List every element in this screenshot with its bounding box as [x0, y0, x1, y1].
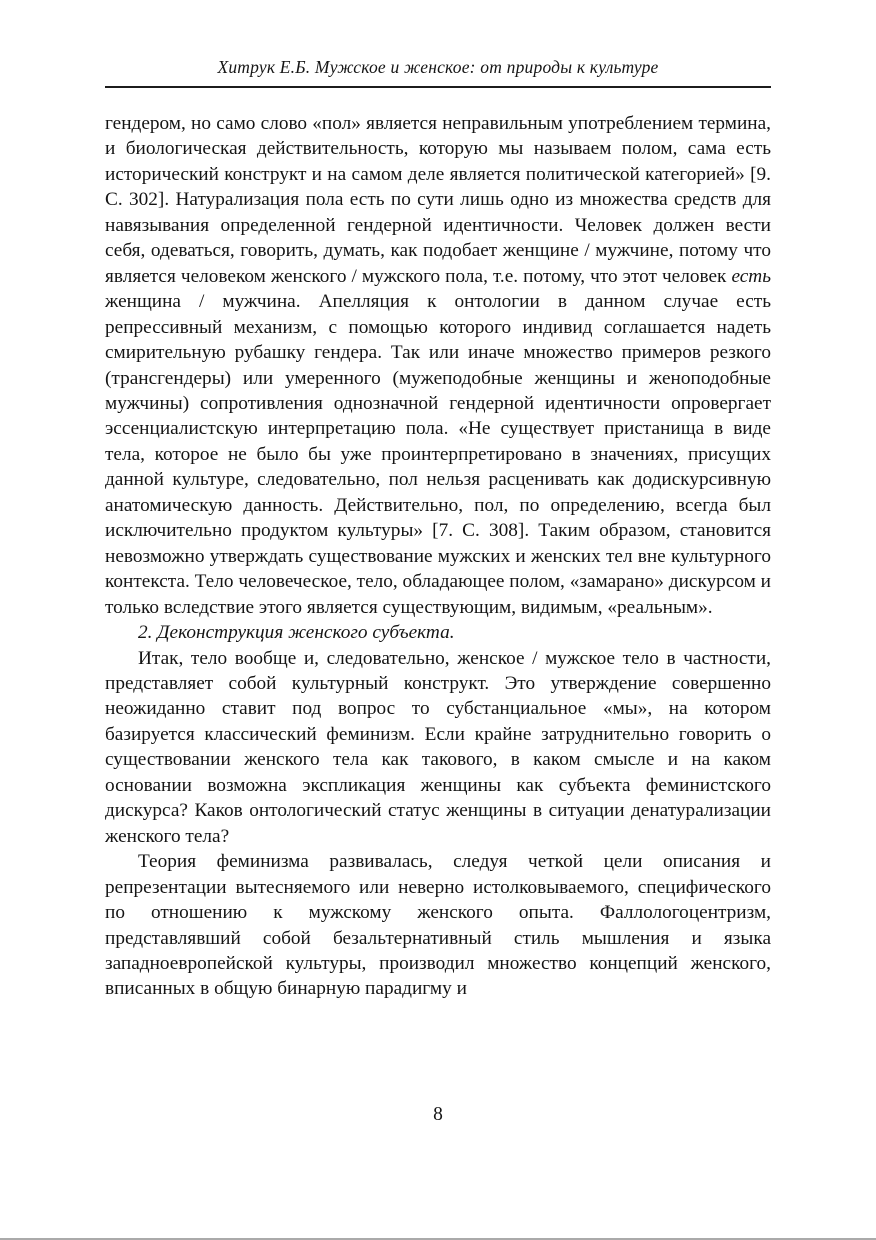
running-header: Хитрук Е.Б. Мужское и женское: от природы к культуре: [217, 57, 659, 77]
paragraph-text-segment: женщина / мужчина. Апелляция к онтологии в данном случае есть репрессивный механизм, с помощью которого индивид соглашается надеть смирительную рубашку гендера. Так или иначе множество примеров резкого (трансгендеры) или умеренного (мужеподобные женщины и женоподобные мужчины) сопротивления однозначной гендерной идентичности опровергает эссенциалистскую интерпретацию пола. «Не существует пристанища в виде тела, которое не было бы уже проинтерпретировано в значениях, присущих данной культуре, следовательно, пол нельзя расценивать как додискурсивную анатомическую данность. Действительно, пол, по определению, всегда был исключительно продуктом культуры» [7. С. 308]. Таким образом, становится невозможно утверждать существование мужских и женских тел вне культурного контекста. Тело человеческое, тело, обладающее полом, «замарано» дискурсом и только вследствие этого является существующим, видимым, «реальным».: [105, 291, 771, 618]
paragraph-text-segment: гендером, но само слово «пол» является неправильным употреблением термина, и биологическая действительность, которую мы называем полом, сама есть исторический конструкт и на самом деле является политической категорией» [9. С. 302]. Натурализация пола есть по сути лишь одно из множества средств для навязывания определенной гендерной идентичности. Человек должен вести себя, одеваться, говорить, думать, как подобает женщине / мужчине, потому что является человеком женского / мужского пола, т.е. потому, что этот человек: [105, 113, 771, 287]
paragraph-continuation: [105, 111, 771, 620]
paragraph: Теория феминизма развивалась, следуя четкой цели описания и репрезентации вытесняемого или неверно истолковываемого, специфического по отношению к мужскому женского опыта. Фаллологоцентризм, представлявший собой безальтернативный стиль мышления и языка западноевропейской культуры, производил множество концепций женского, вписанных в общую бинарную парадигму и: [105, 851, 771, 1000]
header-rule: [105, 86, 771, 88]
paragraph: Итак, тело вообще и, следовательно, женское / мужское тело в частности, представляет собой культурный конструкт. Это утверждение совершенно неожиданно ставит под вопрос то субстанциальное «мы», на котором базируется классический феминизм. Если крайне затруднительно говорить о существовании женского тела как такового, в каком смысле и на каком основании возможна экспликация женщины как субъекта феминистского дискурса? Каков онтологический статус женщины в ситуации денатурализации женского тела?: [105, 647, 771, 847]
section-heading: 2. Деконструкция женского субъекта.: [138, 622, 455, 644]
article-body: [105, 111, 771, 1002]
page-number: 8: [433, 1104, 443, 1125]
page-content: [105, 56, 771, 1002]
emphasized-word: есть: [731, 265, 771, 287]
